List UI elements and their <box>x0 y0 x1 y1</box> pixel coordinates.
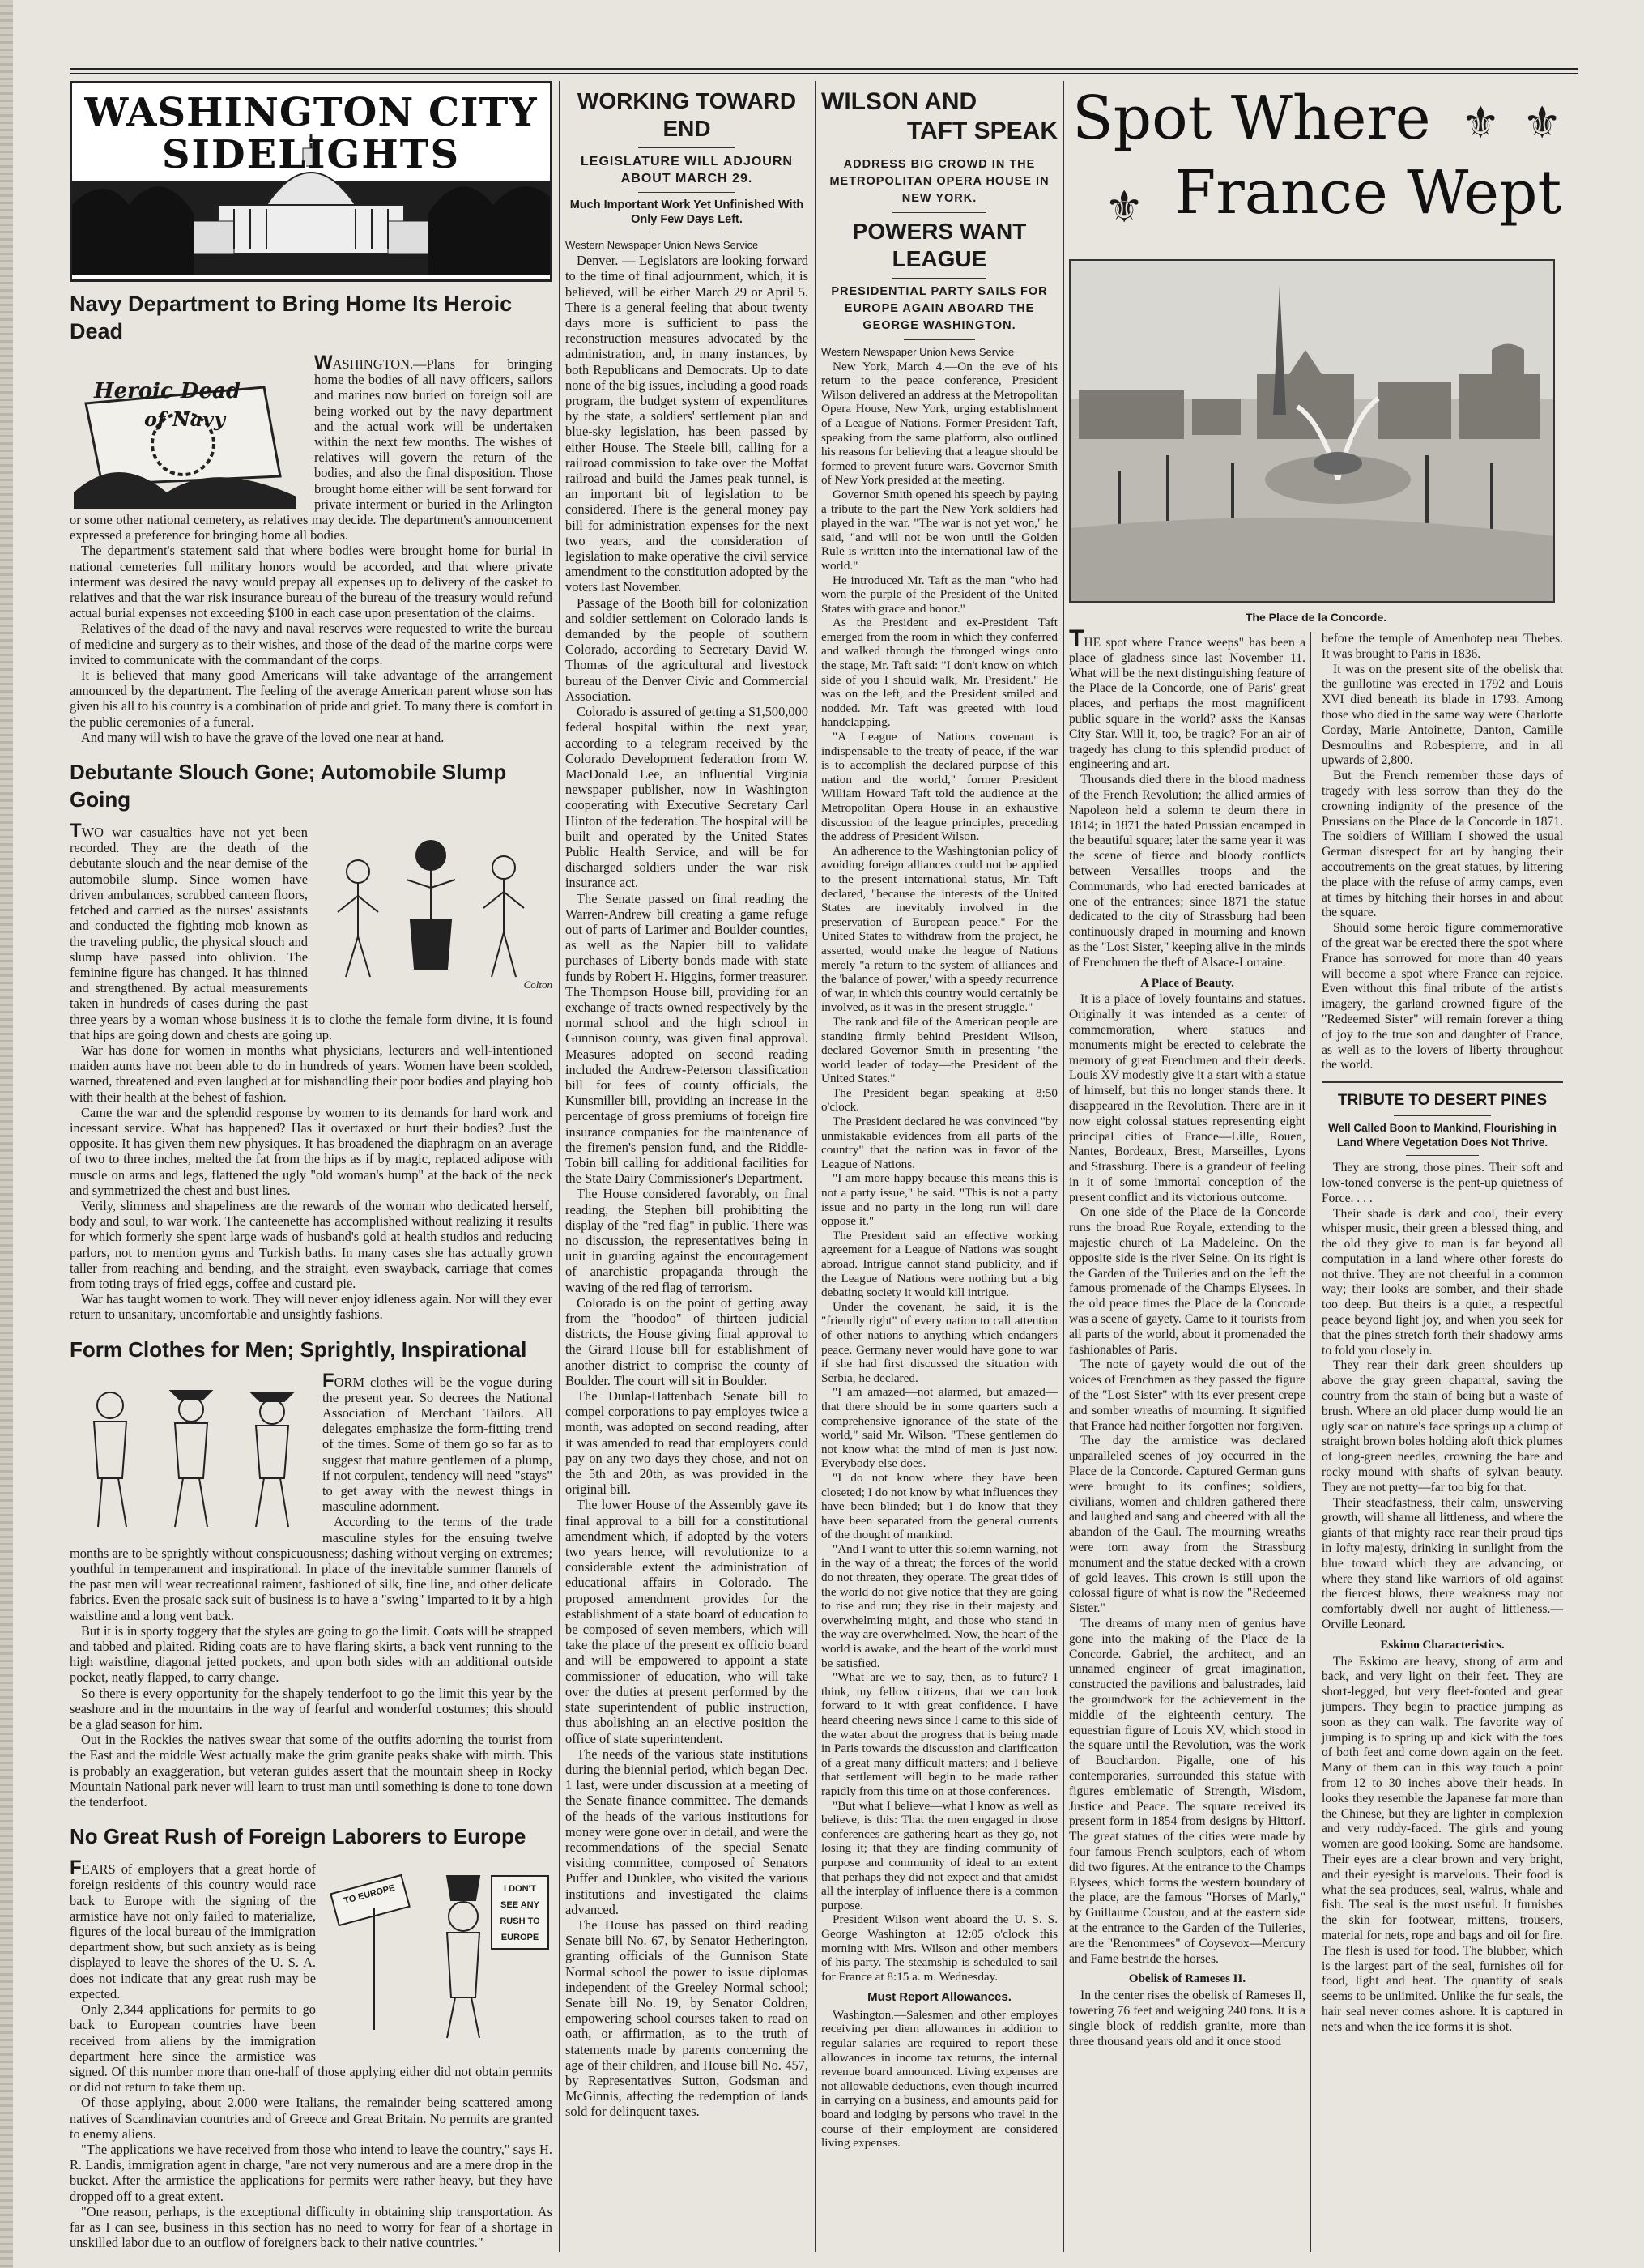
heroic-dead-illustration <box>70 355 305 509</box>
uncle-sam-illustration <box>326 1860 552 2046</box>
sign-text: I DON'T <box>504 1884 536 1895</box>
fleur-de-lis-icon: ⚜ <box>1523 99 1562 147</box>
deck: LEGISLATURE WILL ADJOURN ABOUT MARCH 29. <box>581 155 793 185</box>
para: "One reason, perhaps, is the exceptional difficulty in obtaining ship transportation. As far as I can see, business in this section has no need to worry for fear of a shortage in unskilled labor due to an outflow of foreigners back to their native countries." <box>70 2203 552 2251</box>
divider <box>638 192 735 193</box>
para: They rear their dark green shoulders up above the gray green chaparral, saving the country from the stain of being but a waste of brush. Where an old placer dump would lie an ugly scar on nature's face springs up a clump of straight brown boles holding aloft thick plumes of long-green needles, crowning the bare and rocky mound with shafts of sylvan beauty. They are not pretty—far too big for that. <box>1322 1358 1563 1494</box>
drop-cap: F <box>322 1369 334 1392</box>
deck: PRESIDENTIAL PARTY SAILS FOR EUROPE AGAIN ABOARD THE GEORGE WASHINGTON. <box>831 285 1048 332</box>
column-wilson-taft <box>821 81 1058 2252</box>
para: "I do not know where they have been closeted; I do not know by what influences they have been blinded; but I do know that they have been separated from the general currents of the thought of mankind. <box>821 1470 1058 1542</box>
subhead: Eskimo Characteristics. <box>1380 1638 1505 1652</box>
para: The needs of the various state institutions during the biennial period, which began Dec. 1 last, were under discussion at a meeting of the Senate finance committee. The demands of the heads of the various institutions for money were gone over in detail, and were the recommendations of the special Senate visiting committee, composed of Senators Puffer and Dunklee, who visited the various institutions and investigated the claims advanced. <box>565 1746 808 1917</box>
subhead: A Place of Beauty. <box>1140 976 1234 990</box>
para: ASHINGTON.—Plans for bringing home the bodies of all navy officers, sailors and marines now buried on foreign soil are being worked out by the navy department and the actual work will be undertaken within the next few months. The wishes of relatives will govern the return of the bodies, and also the final disposition. Those brought home either will be sent forward for private interment or buried in the Arlington or some other national cemetery, as relatives may decide. The department's announcement expressed a preference for bringing home all bodies. <box>70 356 552 544</box>
para: New York, March 4.—On the eve of his return to the peace conference, President Wilson delivered an address at the Metropolitan Opera House, New York, urging establishment of a League of Nations. Former President Taft, speaking from the same platform, also outlined his reasons for believing that a league should be formed to prevent future wars. Governor Smith of New York presided at the meeting. <box>821 359 1058 488</box>
article-navy-dead <box>70 352 552 745</box>
headline-navy-dead: Navy Department to Bring Home Its Heroic Dead <box>70 292 513 343</box>
para: Washington.—Salesmen and other employes receiving per diem allowances in addition to regular salaries are required to report these allowances in income tax returns, the internal revenue board announced. Living expenses are not allowable deductions, even though incurred in carrying on a business, and amounts paid for board and lodging by persons who travel in the course of their employment are considered living expenses. <box>821 2007 1058 2151</box>
para: The House considered favorably, on final reading, the Stephen bill prohibiting the display of the "red flag" in public. There was no discussion, the representatives being in unit in guarding against the encouragement of anarchistic propaganda through the waving of the red flag of terrorism. <box>565 1186 808 1295</box>
para: Came the war and the splendid response by women to its demands for hard work and incessant service. What has happened? Has it overtaxed or hurt their bodies? Just the opposite. It has given them new physiques. It has broadened the diaphragm on an average of two to three inches, melted the fat from the hips as if by magic, replaced adipose with muscle on arms and legs, flattened the ugly "old woman's hump" at the back of the neck and symmetrized the chest and bust lines. <box>70 1104 552 1198</box>
headline-wilson-taft: WILSON AND <box>821 88 977 115</box>
para: On one side of the Place de la Concorde runs the broad Rue Royale, extending to the majestic church of La Madeleine. On the opposite side is the river Seine. On its right is the Garden of the Tuileries and on the left the famous promenade of the Champs Elysees. In the old peace times the Place de la Concorde was a scene of gayety. Came to it tourists from all parts of the world, about it promenaded the fashionables of Paris. <box>1069 1205 1305 1357</box>
article-wilson-taft <box>821 345 1058 2151</box>
top-rule <box>70 68 1578 70</box>
speech-sign <box>494 1881 546 1946</box>
page-binding-edge <box>0 0 13 2268</box>
para: Colorado is assured of getting a $1,500,000 federal hospital within the next year, according to a telegram received by the Colorado Development federation from W. MacDonald Lee, an influential Virginia newspaper publisher, now in Washington cooperating with Executive Secretary Carl Hinton of the federation. The hospital will be built and operated by the United States Public Health Service, and will be for discharged soldiers under the war risk insurance act. <box>565 704 808 891</box>
photo-caption: The Place de la Concorde. <box>1245 611 1387 624</box>
drop-cap: F <box>70 1857 82 1879</box>
para: Thousands died there in the blood madness of the French Revolution; the allied armies of Napoleon held a solemn te deum there in 1814; in 1871 the hated Prussian encamped in the beautiful square; later the same year it was the scene of fierce and bloody conflicts between Versailles troops and the Communards, who had erected barricades at one of the entrances; since 1871 the statue dedicated to the city of Strassburg had been continuously draped in mourning and known as the "Lost Sister," keeping alive in the minds of Frenchmen the theft of Alsace-Lorraine. <box>1069 773 1305 970</box>
news-service: Western Newspaper Union News Service <box>821 346 1015 358</box>
para: WO war casualties have not yet been recorded. They are the death of the debutante slouch and the near demise of the automobile slump. Since women have driven ambulances, scrubbed canteen floors, fetched and carried as the nurses' assistants and conducted the fighting mob known as the traveling public, the physical slouch and slump have passed into oblivion. The feminine figure has changed. It has thinned and strengthened. By actual measurements taken in hundreds of cases during the past three years by a woman whose business it is to clothe the female form divine, it is found that hips are going down and chests are going up. <box>70 825 552 1042</box>
para: An adherence to the Washingtonian policy of avoiding foreign alliances could not be applied to the present international status, Mr. Taft declared, "because the interests of the United States are inevitably involved in the preservation of European peace." For the United States to withdraw from the project, he asserted, would make the league of Nations merely "a return to the system of alliances and the 'balance of power,' with a speedy recurrence of war, in which this country would certainly be involved, as it was in the present struggle." <box>821 843 1058 1015</box>
sign-text: SEE ANY <box>500 1900 539 1911</box>
art-label: Heroic Dead <box>94 379 241 404</box>
column-spot-where-france-wept <box>1069 81 1563 2252</box>
headline-foreign-laborers: No Great Rush of Foreign Laborers to Europe <box>70 1824 526 1849</box>
para: The rank and file of the American people are standing firmly behind President Wilson, declared Governor Smith in presenting "the world leader of today—the President of the United States." <box>821 1014 1058 1086</box>
masthead-title-line2: SIDELIGHTS <box>161 132 461 177</box>
divider <box>1406 1155 1478 1156</box>
para: The Dunlap-Hattenbach Senate bill to compel corporations to pay employes twice a month, was adopted on second reading, after it was amended to read that employers could pay on any two days they chose, and not on the 5th and 20th, as was provided in the original bill. <box>565 1388 808 1498</box>
article-debutante-slouch <box>70 820 552 1323</box>
para: Only 2,344 applications for permits to go back to European countries have been received from aliens by the immigration department here since the armistice was signed. Of this number more than one-half of those applying either did not obtain permits or did not return to take them up. <box>70 2002 552 2095</box>
para: The department's statement said that where bodies were brought home for burial in national cemeteries full military honors would be accorded, and that where private interment was desired the navy would prepay all expenses up to delivery of the casket to relatives and that the war risk insurance bureau of the bureau of the treasury would refund actual burial expenses not exceeding $100 in each case upon presentation of the claims. <box>70 543 552 621</box>
fleur-de-lis-icon: ⚜ <box>1461 99 1501 147</box>
para: President Wilson went aboard the U. S. S. George Washington at 12:05 o'clock this morning with Mrs. Wilson and other members of his party. The steamship is scheduled to sail for France at 8:15 a. m. Wednesday. <box>821 1912 1058 1984</box>
para: EARS of employers that a great horde of foreign residents of this country would race back to Europe with the signing of the armistice have not only failed to materialize, figures of the local bureau of the immigration department show, but such anxiety as is being displayed to leave the shores of the U. S. A. does not indicate that any great rush may be expected. <box>70 1861 316 2002</box>
para: And many will wish to have the grave of the loved one near at hand. <box>81 729 445 745</box>
para: Colorado is on the point of getting away from the "hoodoo" of thirteen judicial districts, the House giving final approval to the Girard House bill for establishment of another district to comprise the county of Boulder. The court will sit in Boulder. <box>565 1294 808 1388</box>
drop-cap: T <box>70 820 82 842</box>
para: "I am amazed—not alarmed, but amazed—that there should be in some quarters such a comprehensive ignorance of the state of the world," said Mr. Wilson. "These gentlemen do not know what the mind of men is just now. Everybody else does. <box>821 1385 1058 1471</box>
para: Their steadfastness, their calm, unswerving growth, will shame all littleness, and where the giants of that mighty race rear their proud tips in lofty majesty, drinking in sunlight from the blue toward which they are advancing, or where they stand like warriors of old against the fiercest blows, there weakness may not comfortably dwell nor aught of littleness.—Orville Leonard. <box>1322 1495 1563 1632</box>
para: In the center rises the obelisk of Rameses II, towering 76 feet and weighing 240 tons. It is a single block of reddish granite, more than three thousand years old and it once stood <box>1069 1989 1305 2048</box>
para: Out in the Rockies the natives swear that some of the outfits adorning the tourist from the East and the middle West actually make the grim granite peaks shake with mirth. This is probably an exaggeration, but veteran guides assert that the mountain sheep in Rocky Mountain National park never will learn to trust man until something is done to tone down the tenderfoot. <box>70 1732 552 1810</box>
sign-text: TO EUROPE <box>343 1883 396 1907</box>
divider <box>1322 1081 1563 1083</box>
column-divider <box>815 81 816 2252</box>
para: But it is in sporty toggery that the styles are going to go the limit. Coats will be strapped and tabbed and plaited. Riding coats are to have flaring skirts, a back vent running to the high waistline, diagonal jetted pockets, and upon both sides with an additional outside pocket, neatly flapped, to carry change. <box>70 1622 552 1686</box>
headline-form-clothes: Form Clothes for Men; Sprightly, Inspirational <box>70 1336 527 1362</box>
para: HE spot where France weeps" has been a place of gladness since last November 11. What will be the next distinguishing feature of the Place de la Concorde, one of Paris' great places, and perhaps the most magnificent public square in the world? asks the Kansas City Star. Will it, too, be tragic? For an air of tragedy has clung to this splendid product of engineering and art. <box>1069 636 1305 772</box>
deck: Much Important Work Yet Unfinished With Only Few Days Left. <box>569 198 804 226</box>
headline-tribute-desert-pines: TRIBUTE TO DESERT PINES <box>1337 1092 1548 1110</box>
para: They are strong, those pines. Their soft and low-toned converse is the pent-up quietness of Force. . . . <box>1322 1161 1563 1205</box>
headline-working-toward-end: WORKING TOWARD END <box>577 88 797 141</box>
deck: Well Called Boon to Mankind, Flourishing in Land Where Vegetation Does Not Thrive. <box>1328 1122 1557 1149</box>
para: According to the terms of the trade masculine styles for the ensuing twelve months are to be sprightly without conspicuousness; dashing without verging on extremes; youthful in temperament and inspirational. In place of the inevitable summer flannels of the past men will wear recreational raiment, fashioned of silk, fine line, and other delicate fabrics. Even the prosaic sack suit of business is to have a "swing" imparted to it by a high waistline and a long vent back. <box>70 1514 552 1623</box>
para: before the temple of Amenhotep near Thebes. It was brought to Paris in 1836. <box>1322 632 1563 661</box>
headline-powers-want-league: POWERS WANT LEAGUE <box>852 219 1027 271</box>
para: But the French remember those days of tragedy with less sorrow than they do the crowning indignity of the presence of the Prussians on the Place de la Concorde in 1871. The soldiers of William I showed the usual German disrespect for art by hanging their accoutrements on the great statues, by littering the place with the refuse of army camps, even at times by hitching their horses in and about the square. <box>1322 769 1563 920</box>
para: "I am more happy because this means this is not a party issue," he said. "This is not a party issue and no party in the long run will dare oppose it." <box>821 1171 1058 1229</box>
para: The lower House of the Assembly gave its final approval to a bill for a constitutional amendment which, if adopted by the voters two years hence, will revolutionize to a considerable extent the administration of educational affairs in Colorado. The proposed amendment provides for the establishment of a state board of education to be composed of seven members, which will take the place of the present ex officio board and will be empowered to appoint a state commissioner of education, who will take over the duties at present performed by the state superintendent of public instruction, thus abolishing an an elective position the office of state superintendent. <box>565 1497 808 1746</box>
feature-masthead <box>1069 81 1563 251</box>
masthead-washington-sidelights <box>70 81 552 282</box>
feature-left-column <box>1069 625 1305 2049</box>
column-working-toward-end <box>565 81 808 2252</box>
art-label: of Navy <box>144 407 226 432</box>
feature-title-line2: France Wept <box>1174 158 1562 228</box>
column-washington-sidelights <box>70 81 552 2252</box>
masthead-title-line1: WASHINGTON CITY <box>84 90 538 135</box>
news-service: Western Newspaper Union News Service <box>565 239 759 251</box>
para: "A League of Nations covenant is indispensable to the treaty of peace, if the war is to accomplish the declared purpose of this nation and the world," former President William Howard Taft told the audience at the Metropolitan Opera House in an exhaustive discussion of the league principles, preceding the address of President Wilson. <box>821 730 1058 844</box>
para: The dreams of many men of genius have gone into the making of the Place de la Concorde. Gabriel, the architect, and an unnamed engineer of great imagination, constructed the pavilions and balustrades, laid the groundwork for the achievement in the middle of the eighteenth century. The equestrian figure of Louis XV, which stood in the square until the Revolution, was the work of Bouchardon. Pigalle, one of his contemporaries, surrounded this statue with figures emblematic of Strength, Wisdom, Justice and Peace. The square received its present form in 1854 from designs by Hittorf. The great statues of the cities were made by four famous French sculptors, each of whom did two figures. At the entrance to the Champs Elysees, which forms the western boundary of the place, are the famous "Horses of Marly," by Guillaume Coustou, and at the eastern side at the entrance to the Garden of the Tuileries, are the "Renommees" of Coysevox—Mercury and Fame bestride the horses. <box>1069 1617 1305 1966</box>
para: It is a place of lovely fountains and statues. Originally it was intended as a center of commemoration, where statues and monuments might be erected to celebrate the memory of great Frenchmen and their deeds. Louis XV modestly give it a start with a statue of himself, but this no longer stands there. It disappeared in the Revolution. There are in it now eight colossal statues representing eight principal cities of France—Lille, Rouen, Nantes, Bordeaux, Brest, Marseilles, Lyons and Strassburg. There is a grandeur of feeling in it of some immortal conception of the present conflict and its victorious outcome. <box>1069 992 1305 1204</box>
women-illustration <box>317 823 552 993</box>
sign-text: EUROPE <box>500 1933 539 1943</box>
drop-cap: T <box>1069 625 1084 652</box>
para: Of those applying, about 2,000 were Italians, the remainder being scattered among natives of Scandinavian countries and of Greece and Great Britain. No permits are granted to enemy aliens. <box>70 2095 552 2142</box>
drop-cap: W <box>314 352 333 373</box>
para: The note of gayety would die out of the voices of Frenchmen as they passed the figure of the "Lost Sister" with its ever present crepe and somber wreaths of mourning. It signified that France had neither forgotten nor forgiven. <box>1069 1358 1305 1433</box>
para: Denver. — Legislators are looking forward to the time of final adjournment, which, it is believed, will be either March 29 or April 5. There is a general feeling that about twenty days more is sufficient to pass the reconstruction measures advocated by the administration, and, in many instances, by both Republicans and Democrats. Up to date none of the big issues, including a good roads program, the budget system of expenditures by the state, a soldiers' settlement plan and blue-sky legislation, has been passed by either House. The Steele bill, calling for a railroad commission to take over the Moffat railroad and build the James peak tunnel, is an important bit of legislation to be considered. There is the general money pay bill for administration expenses for the next two years, and the consideration of legislation to make operative the civil service amendment to the constitution adopted by the voters last November. <box>565 253 808 595</box>
deck: ADDRESS BIG CROWD IN THE METROPOLITAN OPERA HOUSE IN NEW YORK. <box>829 158 1050 205</box>
top-rule-thin <box>70 73 1578 74</box>
art-signature: Colton <box>523 978 552 991</box>
column-divider <box>559 81 560 2252</box>
para: "But what I believe—what I know as well as believe, is this: That the men engaged in those conferences are gathering heart as they go, not losing it; that they are finding community of purpose and community of ideal to an extent that perhaps they did not expect and that amidst all the interplay of influence there is a common purpose. <box>821 1798 1058 1912</box>
fleur-de-lis-icon: ⚜ <box>1105 183 1144 232</box>
feature-right-column <box>1322 632 1563 2049</box>
feature-title-line1: Spot Where <box>1072 83 1431 153</box>
para: Passage of the Booth bill for colonization and soldier settlement on Colorado lands is demanded by the people of southern Colorado, according to Secretary David W. Thomas of the agricultural and livestock bureau of the Denver Civic and Commercial Association. <box>565 595 808 704</box>
para: The House has passed on third reading Senate bill No. 67, by Senator Hetherington, granting officials of the Gunnison State Normal school the power to issue diplomas independent of the Greeley Normal school; Senate bill No. 19, by Senator Coldren, empowering school courses taken to read on oath, or affirmation, as to the truth of statements made by parents concerning the age of their children, and House bill No. 457, by Representatives Sutton, Godsman and McGinnis, affecting the redemption of lands sold for delinquent taxes. <box>565 1916 808 2120</box>
para: "And I want to utter this solemn warning, not in the way of a threat; the forces of the world do not threaten, they operate. The great tides of the world do not give notice that they are going to rise and run; they rise in their majesty and overwhelming might, and those who stand in the way are overwhelmed. Now, the heart of the world is awake, and the heart of the world must be satisfied. <box>821 1541 1058 1670</box>
men-illustration <box>70 1373 313 1535</box>
para: The President said an effective working agreement for a League of Nations was sought abroad. Intrigue cannot stand publicity, and if the League of Nations were nothing but a big debating society it would kill intrigue. <box>821 1228 1058 1300</box>
para: The day the armistice was declared unparalleled scenes of joy occurred in the Place de la Concorde. Captured German guns were brought to its confines; soldiers, civilians, women and children gathered there and laughed and sang and cheered with all the abandon of the Gaul. The mourning wreaths were torn away from the Strassburg monument and the statue decked with a crown of gold leaves. This crown is still upon the colossal figure of what is now the "Redeemed Sister." <box>1069 1434 1305 1616</box>
headline-wilson-taft: TAFT SPEAK <box>906 117 1058 144</box>
article-legislature <box>565 237 808 2120</box>
para: Verily, slimness and shapeliness are the rewards of the woman who dedicated herself, body and soul, to war work. The canteenette has accomplished without realizing it results for which formerly she spent large wads of husband's gold at health studios and reducing parlors, not to mention gyms and Turkish baths. In many cases she has actually grown taller from reaching and bending, and the straight, even swayback, carriage that comes from toting trays of fried eggs, coffee and custard pie. <box>70 1197 552 1291</box>
photo-place-de-la-concorde <box>1069 259 1555 603</box>
subhead: Obelisk of Rameses II. <box>1128 1972 1246 1986</box>
para: Their shade is dark and cool, their every whisper music, their green a blessed thing, and the old they give to man is far beyond all computation in a land where other forests do not thrive. They are not cheerful in a common way; their looks are somber, and their shade too deep. But theirs is a quiet, a respectful peace beyond light joy, and when you seek for that the pines stretch forth their shadowy arms to fold you closely in. <box>1322 1206 1563 1358</box>
para: As the President and ex-President Taft emerged from the room in which they conferred and walked through the thronged wings onto the stage, Mr. Taft said: "I don't know on which side of you I should walk, Mr. President." He was on the left, and the President smiled and nodded. Mr. Taft was greeted with loud handclapping. <box>821 616 1058 730</box>
para: War has taught women to work. They will never enjoy idleness again. Nor will they ever return to unsanitary, uncomfortable and unsightly fashions. <box>70 1291 552 1323</box>
divider <box>638 147 735 148</box>
para: The President declared he was convinced "by unmistakable evidences from all parts of the country" that the nation was in favor of the League of Nations. <box>821 1115 1058 1171</box>
divider <box>1394 1115 1490 1116</box>
divider <box>892 278 987 279</box>
para: He introduced Mr. Taft as the man "who had worn the purple of the President of the United States with grace and honor." <box>821 573 1058 616</box>
divider <box>904 339 975 340</box>
para: Under the covenant, he said, it is the "friendly right" of every nation to call attention of other nations to anything which endangers peace. Germany never would have gone to war if she had first discussed the situation with Serbia, he declared. <box>821 1299 1058 1385</box>
column-divider <box>1063 81 1064 2252</box>
para: The Eskimo are heavy, strong of arm and back, and very light on their feet. They are short-legged, but very fleet-footed and great jumpers. They begin to practice jumping as soon as they can walk. The favorite way of jumping is to spring up and kick with the toes of both feet and come down again on the feet. Many of them can in this way touch a point from 12 to 30 inches above their heads. In looks they resemble the Japanese far more than the Chinese, but they are lighter in complexion and very ruddy-faced. The girls and young women are good looking. Some are handsome. Their eyes are a clear brown and very bright, and their eyesight is marvelous. Their food is what the sea produces, seal, walrus, whale and fish. The seal is the most useful. It furnishes the skin for footwear, mittens, trousers, material for nets, rope and bags and oil for fire. The flesh is used for food. The blubber, which is the largest part of the seal, furnishes oil for food, light and heat. The quantity of seals seems to be unlimited. Unlike the fur seals, the hair seal never comes ashore. It is captured in nets and when the ice forms it is shot. <box>1322 1654 1563 2034</box>
para: So there is every opportunity for the shapely tenderfoot to go the limit this year by the seashore and in the mountains in the way of fearful and wonderful costumes; this should be a glad season for him. <box>70 1685 552 1733</box>
subhead: Must Report Allowances. <box>867 1990 1012 2005</box>
para: Relatives of the dead of the navy and naval reserves were requested to write the bureau of medicine and surgery as to their wishes, and those of the dead of the marine corps were invited to communicate with the commandant of the corps. <box>70 620 552 667</box>
para: "What are we to say, then, as to future? I think, my fellow citizens, that we can look forward to it with great confidence. I have heard cheering news since I came to this side of the water about the progress that is being made in Paris towards the discussion and clarification of a great many difficult matters; and I believe that settlement will begin to be made rather rapidly from this time on at those conferences. <box>821 1670 1058 1798</box>
para: Should some heroic figure commemorative of the great war be erected there the spot where France has sorrowed for more than 40 years will become a spot where France can rejoice. Even without this final tribute of the artist's imagery, the garland crowned figure of the "Redeemed Sister" will remain forever a thing of joy to the true son and daughter of France, as well as to the lovers of liberty throughout the world. <box>1322 921 1563 1072</box>
headline-debutante-slouch: Debutante Slouch Gone; Automobile Slump Going <box>70 760 507 812</box>
para: The Senate passed on final reading the Warren-Andrew bill creating a game refuge out of parts of Larimer and Boulder counties, as well as the Napier bill to validate purchases of Liberty bonds made with state funds by Robert H. Higgins, former treasurer. The Thompson House bill, providing for an exchange of tracts owned respectively by the normal school and the high school in Gunnison county, was given final approval. Measures adopted on second reading included the Andrew-Peterson classification bill for fees of county officials, the Kunsmiller bill, providing an increase in the percentage of gross premiums of foreign fire insurance companies for the maintenance of the firemen's pension fund, and the Riddle-Tobin bill calling for additional facilities for the State Dairy Commissioner's Department. <box>565 890 808 1187</box>
para: ORM clothes will be the vogue during the present year. So decrees the National Association of Merchant Tailors. All delegates emphasize the form-fitting trend of the times. Some of them go so far as to suggest that mature gentlemen of a plump, if not corpulent, tendency will need "stays" to get away with the newest things in masculine adornment. <box>322 1374 552 1515</box>
para: It is believed that many good Americans will take advantage of the arrangement announced by the department. The feeling of the average American parent whose son has given his all to his country is a combination of pride and grief. To many there is comfort in the public ceremonies of a funeral. <box>70 667 552 730</box>
divider <box>892 212 987 213</box>
para: The President began speaking at 8:50 o'clock. <box>821 1085 1058 1115</box>
para: War has done for women in months what physicians, lecturers and well-intentioned maiden aunts have not been able to do in hundreds of years. Women have been scolded, warned, threatened and even laughed at for mishandling their poor bodies and playing hob with their health at the behest of fashion. <box>70 1042 552 1105</box>
article-foreign-laborers <box>70 1857 552 2251</box>
para: "The applications we have received from those who intend to leave the country," says H. R. Landis, immigration agent in charge, "are not very numerous and are a mere drop in the bucket. After the armistice the applications for permits were rather heavy, but they have dropped off to a great extent. <box>70 2141 552 2204</box>
sign-text: RUSH TO <box>500 1916 540 1927</box>
article-form-clothes <box>70 1369 552 1810</box>
para: It was on the present site of the obelisk that the guillotine was erected in 1792 and Louis XVI died beneath its blade in 1793. Among those who died in the same way were Charlotte Corday, Marie Antoinette, Danton, Camille Desmoulins and Robespierre, and in all upwards of 2,800. <box>1322 662 1563 768</box>
feature-columns <box>1069 625 1563 2049</box>
para: Governor Smith opened his speech by paying a tribute to the part the New York soldiers had played in the war. "The war is not yet won," he said, "and will not be won until the Golden Rule is written into the international law of the world." <box>821 487 1058 573</box>
